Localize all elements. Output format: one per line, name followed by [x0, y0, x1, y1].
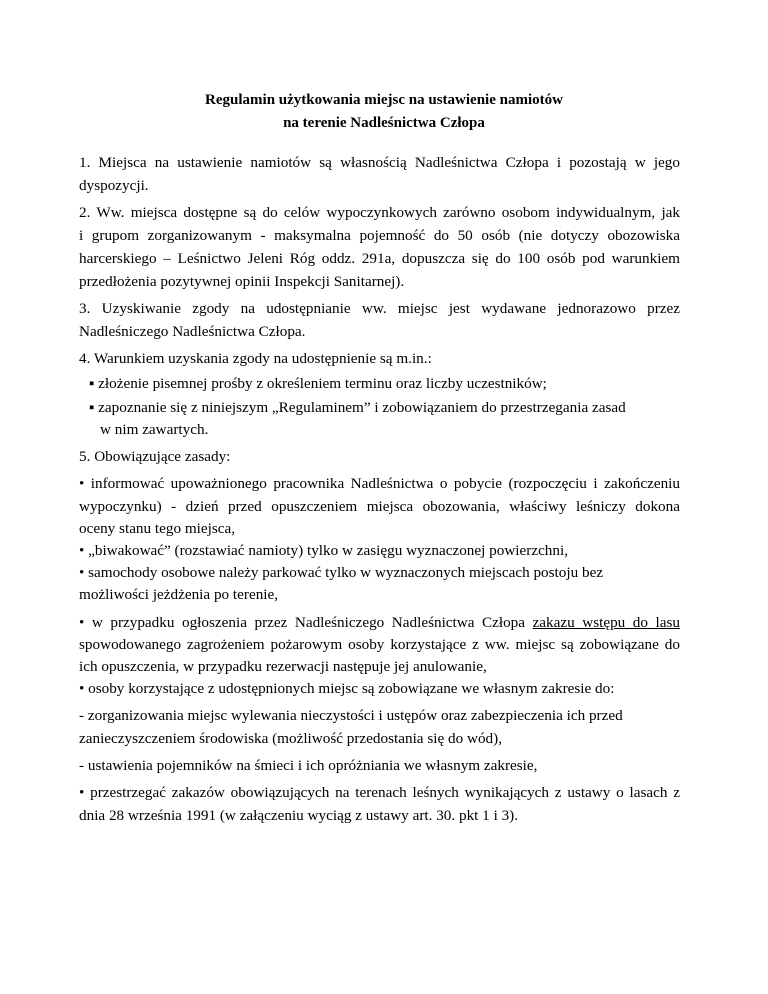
paragraph-3-line-2: Nadleśniczego Nadleśnictwa Człopa. [79, 323, 306, 340]
paragraph-2-line-3: harcerskiego – Leśnictwo Jeleni Róg oddz. 291a, dopuszcza się do 100 osób pod warunkiem [79, 250, 680, 267]
paragraph-4-heading: 4. Warunkiem uzyskania zgody na udostępnienie są m.in.: [79, 350, 432, 367]
rule-4-line-2: spowodowanego zagrożeniem pożarowym osoby korzystające z ww. miejsc są zobowiązane do [79, 636, 680, 653]
rule-5: • osoby korzystające z udostępnionych miejsc są zobowiązane we własnym zakresie do: [79, 680, 615, 697]
rule-3-line-1: • samochody osobowe należy parkować tylko w wyznaczonych miejscach postoju bez [79, 564, 604, 581]
rule-4-line-1 [79, 613, 680, 633]
paragraph-2-line-1: 2. Ww. miejsca dostępne są do celów wypoczynkowych zarówno osobom indywidualnym, jak [79, 204, 680, 221]
paragraph-2-line-2: i grupom zorganizowanym - maksymalna pojemność do 50 osób (nie dotyczy obozowiska [79, 227, 680, 244]
rule-6-line-1: • przestrzegać zakazów obowiązujących na terenach leśnych wynikających z ustawy o lasach z [79, 784, 680, 801]
rule-1-line-1: • informować upoważnionego pracownika Nadleśnictwa o pobycie (rozpoczęciu i zakończeniu [79, 475, 680, 492]
rule-1-line-2: wypoczynku) - dzień przed opuszczeniem miejsca obozowania, właściwy leśniczy dokona [79, 498, 680, 515]
rule-6-line-2: dnia 28 września 1991 (w załączeniu wyciąg z ustawy art. 30. pkt 1 i 3). [79, 807, 519, 824]
rule-4-line-3: ich opuszczenia, w przypadku rezerwacji następuje jej anulowanie, [79, 658, 487, 675]
forest-entry-ban-text: zakazu wstępu do lasu [532, 614, 680, 631]
document-title-line-2: na terenie Nadleśnictwa Człopa [283, 115, 485, 131]
condition-item-2-line-1: ▪ zapoznanie się z niniejszym „Regulaminem” i zobowiązaniem do przestrzegania zasad [89, 399, 626, 416]
duty-1-line-2: zanieczyszczeniem środowiska (możliwość przedostania się do wód), [79, 730, 502, 747]
rule-4-text: • w przypadku ogłoszenia przez Nadleśniczego Nadleśnictwa Człopa [79, 614, 533, 631]
paragraph-1-line-1: 1. Miejsca na ustawienie namiotów są własnością Nadleśnictwa Człopa i pozostają w jego [79, 154, 680, 171]
paragraph-3-line-1: 3. Uzyskiwanie zgody na udostępnianie ww. miejsc jest wydawane jednorazowo przez [79, 300, 680, 317]
condition-item-1: ▪ złożenie pisemnej prośby z określeniem terminu oraz liczby uczestników; [89, 375, 547, 392]
rule-2: • „biwakować” (rozstawiać namioty) tylko w zasięgu wyznaczonej powierzchni, [79, 542, 569, 559]
paragraph-5-heading: 5. Obowiązujące zasady: [79, 448, 231, 465]
paragraph-2-line-4: przedłożenia pozytywnej opinii Inspekcji Sanitarnej). [79, 273, 405, 290]
rule-1-line-3: oceny stanu tego miejsca, [79, 520, 236, 537]
duty-1-line-1: - zorganizowania miejsc wylewania nieczystości i ustępów oraz zabezpieczenia ich przed [79, 707, 623, 724]
duty-2: - ustawienia pojemników na śmieci i ich opróżniania we własnym zakresie, [79, 757, 538, 774]
document-title-line-1: Regulamin użytkowania miejsc na ustawienie namiotów [205, 92, 563, 108]
paragraph-1-line-2: dyspozycji. [79, 177, 149, 194]
rule-3-line-2: możliwości jeżdżenia po terenie, [79, 586, 279, 603]
condition-item-2-line-2: w nim zawartych. [100, 421, 209, 438]
